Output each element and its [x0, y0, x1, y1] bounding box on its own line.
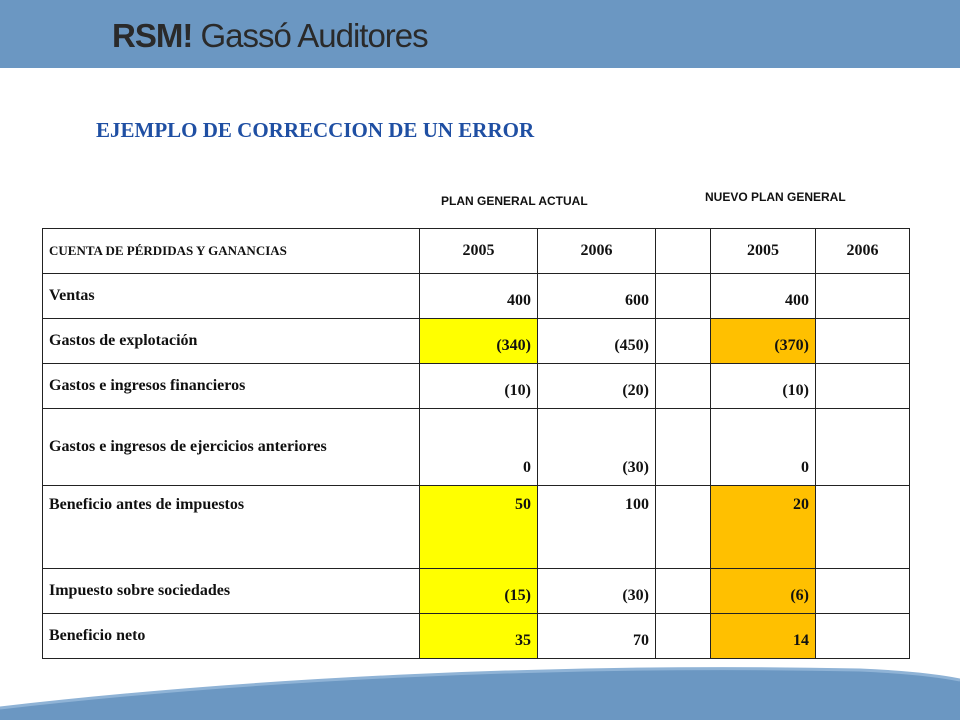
header-spacer [656, 229, 711, 274]
row-label: Beneficio antes de impuestos [43, 486, 420, 569]
header-year-nuevo-2006: 2006 [816, 229, 910, 274]
slide-title: EJEMPLO DE CORRECCION DE UN ERROR [96, 118, 535, 142]
cell-value-highlighted: 20 [711, 486, 816, 569]
cell-value-highlighted: 14 [711, 614, 816, 659]
cell-value: (20) [538, 364, 656, 409]
row-label: Ventas [43, 274, 420, 319]
logo-mark: ! [182, 17, 193, 54]
cell-value-highlighted: (370) [711, 319, 816, 364]
cell-value: 0 [711, 409, 816, 486]
cell-value: (450) [538, 319, 656, 364]
company-logo [112, 12, 428, 60]
cell-value: 400 [711, 274, 816, 319]
table-row [43, 364, 910, 409]
cell-value [656, 569, 711, 614]
cell-value: 70 [538, 614, 656, 659]
cell-value-highlighted: 50 [420, 486, 538, 569]
header-year-actual-2006: 2006 [538, 229, 656, 274]
cell-value-highlighted: 35 [420, 614, 538, 659]
row-label: Impuesto sobre sociedades [43, 569, 420, 614]
table-header-row [43, 229, 910, 274]
row-label: Gastos e ingresos de ejercicios anteriores [43, 409, 420, 486]
column-group-nuevo: NUEVO PLAN GENERAL [705, 190, 846, 204]
cell-value: (30) [538, 409, 656, 486]
cell-value [656, 364, 711, 409]
table-row [43, 614, 910, 659]
table-row [43, 319, 910, 364]
cell-value-highlighted: (340) [420, 319, 538, 364]
logo-company-name: Gassó Auditores [192, 17, 428, 54]
cell-value [656, 486, 711, 569]
cell-value [816, 319, 910, 364]
cell-value-highlighted: (6) [711, 569, 816, 614]
table-row [43, 274, 910, 319]
header-year-nuevo-2005: 2005 [711, 229, 816, 274]
cell-value: (10) [711, 364, 816, 409]
cell-value [816, 486, 910, 569]
cell-value: 100 [538, 486, 656, 569]
cell-value [816, 614, 910, 659]
row-label: Beneficio neto [43, 614, 420, 659]
cell-value [816, 409, 910, 486]
row-label: Gastos e ingresos financieros [43, 364, 420, 409]
table-row [43, 569, 910, 614]
header-label-cell: CUENTA DE PÉRDIDAS Y GANANCIAS [43, 229, 420, 274]
cell-value [816, 569, 910, 614]
cell-value: (30) [538, 569, 656, 614]
header-year-actual-2005: 2005 [420, 229, 538, 274]
profit-loss-table [42, 228, 910, 659]
cell-value: (10) [420, 364, 538, 409]
logo-rsm: RSM [112, 17, 183, 54]
table-row [43, 409, 910, 486]
cell-value: 400 [420, 274, 538, 319]
cell-value: 0 [420, 409, 538, 486]
cell-value [816, 364, 910, 409]
cell-value [656, 409, 711, 486]
cell-value [656, 274, 711, 319]
cell-value [656, 319, 711, 364]
column-group-actual: PLAN GENERAL ACTUAL [441, 194, 588, 208]
row-label: Gastos de explotación [43, 319, 420, 364]
cell-value-highlighted: (15) [420, 569, 538, 614]
cell-value [656, 614, 711, 659]
cell-value [816, 274, 910, 319]
table-row [43, 486, 910, 569]
cell-value: 600 [538, 274, 656, 319]
